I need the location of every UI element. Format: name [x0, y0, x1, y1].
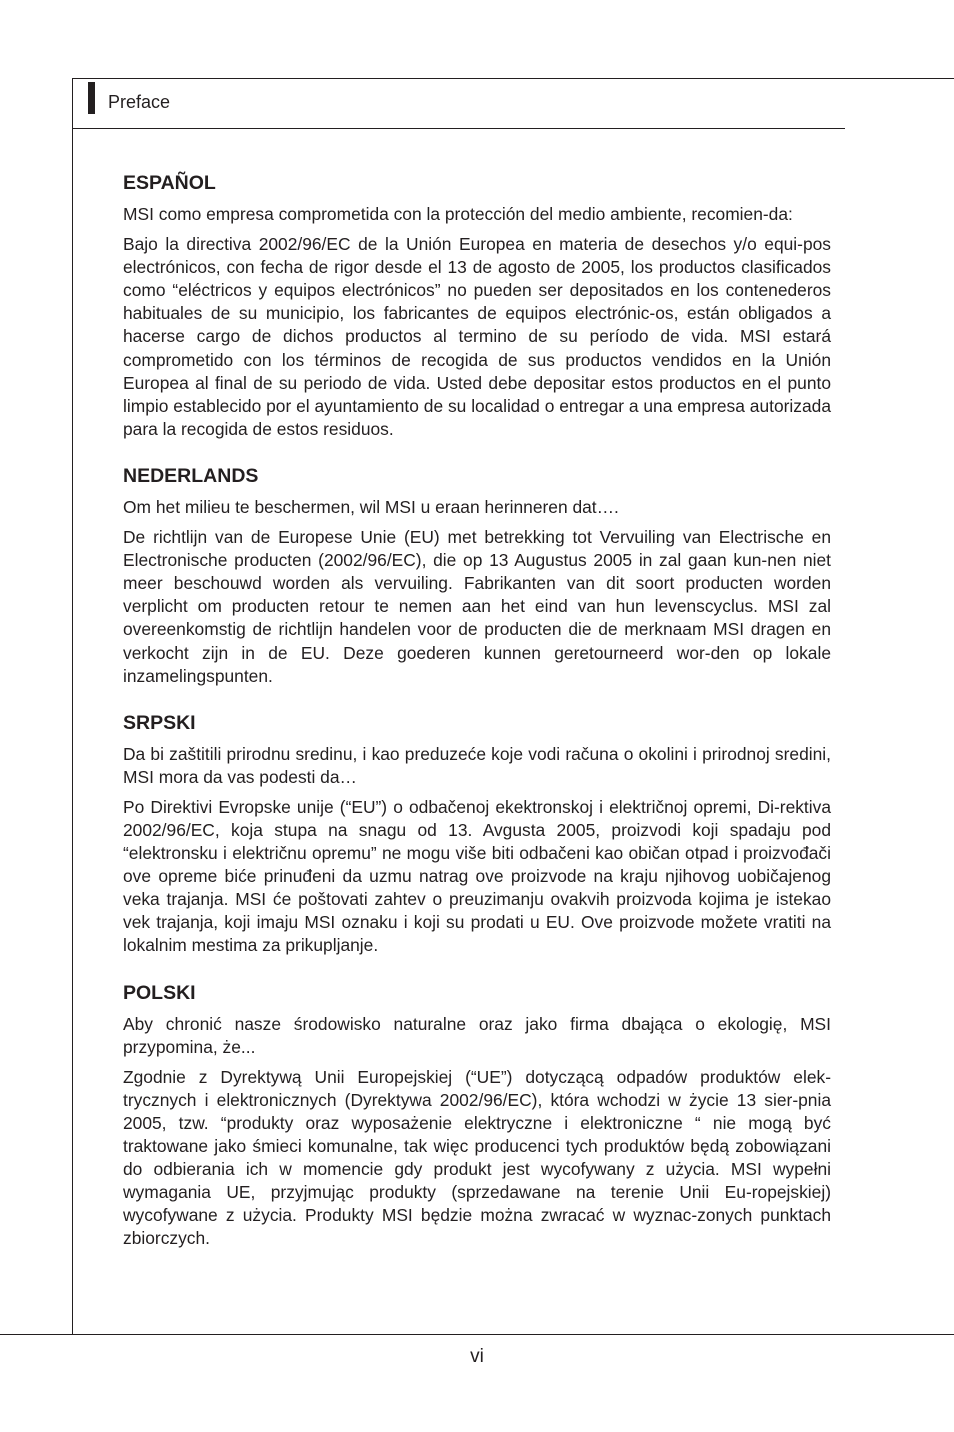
- paragraph: Bajo la directiva 2002/96/EC de la Unión Europea en materia de desechos y/o equi-pos electrónicos, con fecha de rigor desde el 13 de agosto de 2005, los productos clasificados como “eléctricos y equipos electrónicos” no pueden ser depositados en los contenederos habituales de su municipio, los fabricantes de equipos electrónic-os, están obligados a hacerse cargo de dichos productos al termino de su período de vida. MSI estará comprometido con los términos de recogida de sus productos vendidos en la Unión Europea al final de su periodo de vida. Usted debe depositar estos productos en el punto limpio establecido por el ayuntamiento de su localidad o entregar a una empresa autorizada para la recogida de estos residuos.: [123, 234, 831, 439]
- running-header: Preface: [108, 92, 171, 112]
- main-content: [123, 171, 831, 1273]
- section-title: SRPSKI: [123, 711, 196, 734]
- section-title: POLSKI: [123, 981, 196, 1004]
- section-title: ESPAÑOL: [123, 172, 216, 194]
- section-polski: [123, 981, 831, 1251]
- header-marker-bar: [88, 82, 95, 114]
- frame-top-border: [72, 78, 954, 79]
- section-srpski: [123, 711, 831, 958]
- paragraph: MSI como empresa comprometida con la protección del medio ambiente, recomien-da:: [123, 204, 793, 224]
- paragraph: De richtlijn van de Europese Unie (EU) met betrekking tot Vervuiling van Electrische en Electronische producten (2002/96/EC), die op 13 Augustus 2005 in zal gaan kun-nen niet meer beschouwd worden als vervuiling. Fabrikanten van dit soort producten worden verplicht om producten retour te nemen aan het eind van hun levenscyclus. MSI zal overeenkomstig de richtlijn handelen voor de producten die de merknaam MSI dragen en verkocht zijn in de EU. Deze goederen kunnen geretourneerd wor-den op lokale inzamelingspunten.: [123, 527, 831, 686]
- frame-bottom-border: [0, 1334, 954, 1335]
- section-nederlands: [123, 464, 831, 688]
- section-title: NEDERLANDS: [123, 464, 259, 487]
- paragraph: Zgodnie z Dyrektywą Unii Europejskiej (“UE”) dotyczącą odpadów produktów elek-trycznych i elektronicznych (Dyrektywa 2002/96/EC), która wchodzi w życie 13 sier-pnia 2005, tzw. “produkty oraz wyposażenie elektryczne i elektroniczne “ nie mogą być traktowane jako śmieci komunalne, tak więc producenci tych produktów będą zobowiązani do odbierania ich w momencie gdy produkt jest wycofywany z użycia. MSI wypełni wymagania UE, przyjmując produkty (sprzedawane na terenie Unii Eu-ropejskiej) wycofywane z użycia. Produkty MSI będzie można zwracać w wyznac-zonych punktach zbiorczych.: [123, 1066, 831, 1249]
- header-rule: [72, 128, 845, 129]
- paragraph: Aby chronić nasze środowisko naturalne oraz jako firma dbająca o ekologię, MSI przypomina, że...: [123, 1013, 831, 1057]
- paragraph: Om het milieu te beschermen, wil MSI u eraan herinneren dat….: [123, 496, 619, 517]
- frame-left-border: [72, 78, 73, 1335]
- page-number: vi: [470, 1346, 484, 1367]
- section-espanol: [123, 171, 831, 441]
- paragraph: Da bi zaštitili prirodnu sredinu, i kao preduzeće koje vodi računa o okolini i prirodnoj sredini, MSI mora da vas podesti da…: [123, 743, 831, 787]
- paragraph: Po Direktivi Evropske unije (“EU”) o odbačenoj ekektronskoj i električnoj opremi, Di-rektiva 2002/96/EC, koja stupa na snagu od 13. Avgusta 2005, proizvodi koji spadaju pod “elektronsku i električnu opremu” ne mogu više biti odbačeni kao običan otpad i proizvođači ove opreme biće prinuđeni da uzmu natrag ove proizvode na kraju njihovog uobičajenog veka trajanja. MSI će poštovati zahtev o preuzimanju ovakvih proizvoda kojima je istekao vek trajanja, koji imaju MSI oznaku i koji su prodati u EU. Ove proizvode možete vratiti na lokalnim mestima za prikupljanje.: [123, 796, 831, 956]
